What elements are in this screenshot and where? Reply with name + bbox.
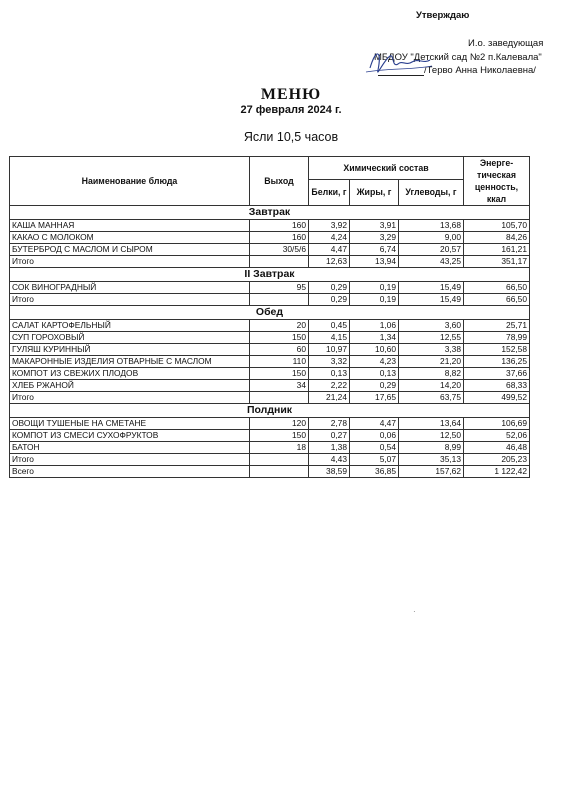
dish-energy: 152,58 bbox=[464, 344, 530, 356]
dish-name: БУТЕРБРОД С МАСЛОМ И СЫРОМ bbox=[10, 244, 250, 256]
dish-name: СОК ВИНОГРАДНЫЙ bbox=[10, 282, 250, 294]
table-row bbox=[10, 418, 530, 430]
table-row bbox=[10, 368, 530, 380]
dish-output bbox=[250, 392, 309, 404]
dish-fats: 13,94 bbox=[350, 256, 399, 268]
dish-fats: 0,54 bbox=[350, 442, 399, 454]
dish-fats: 0,19 bbox=[350, 294, 399, 306]
dish-proteins: 2,78 bbox=[309, 418, 350, 430]
dish-output bbox=[250, 454, 309, 466]
table-row bbox=[10, 282, 530, 294]
dish-proteins: 12,63 bbox=[309, 256, 350, 268]
dish-energy: 46,48 bbox=[464, 442, 530, 454]
dish-energy: 78,99 bbox=[464, 332, 530, 344]
approval-position: И.о. заведующая bbox=[468, 38, 544, 49]
dish-proteins: 38,59 bbox=[309, 466, 350, 478]
dish-output bbox=[250, 256, 309, 268]
dish-output: 18 bbox=[250, 442, 309, 454]
dish-proteins: 4,47 bbox=[309, 244, 350, 256]
handwritten-signature bbox=[340, 38, 435, 88]
section-title: II Завтрак bbox=[10, 268, 530, 282]
dish-name: ХЛЕБ РЖАНОЙ bbox=[10, 380, 250, 392]
table-row bbox=[10, 320, 530, 332]
header-output: Выход bbox=[250, 157, 309, 206]
dish-fats: 1,06 bbox=[350, 320, 399, 332]
dish-name: Итого bbox=[10, 256, 250, 268]
dish-proteins: 4,24 bbox=[309, 232, 350, 244]
dish-name: ГУЛЯШ КУРИННЫЙ bbox=[10, 344, 250, 356]
section-header bbox=[10, 404, 530, 418]
header-dish-name: Наименование блюда bbox=[10, 157, 250, 206]
header-carbs: Углеводы, г bbox=[399, 179, 464, 205]
dish-energy: 499,52 bbox=[464, 392, 530, 404]
section-title: Завтрак bbox=[10, 206, 530, 220]
dish-name: Всего bbox=[10, 466, 250, 478]
approval-title: Утверждаю bbox=[416, 10, 470, 21]
table-row bbox=[10, 256, 530, 268]
dish-output bbox=[250, 294, 309, 306]
header-fats: Жиры, г bbox=[350, 179, 399, 205]
dish-carbs: 63,75 bbox=[399, 392, 464, 404]
table-row bbox=[10, 466, 530, 478]
dish-fats: 0,13 bbox=[350, 368, 399, 380]
dish-output: 120 bbox=[250, 418, 309, 430]
dish-name: КОМПОТ ИЗ СВЕЖИХ ПЛОДОВ bbox=[10, 368, 250, 380]
dish-energy: 1 122,42 bbox=[464, 466, 530, 478]
menu-group: Ясли 10,5 часов bbox=[243, 130, 339, 144]
table-row bbox=[10, 442, 530, 454]
dish-fats: 0,19 bbox=[350, 282, 399, 294]
dish-carbs: 3,38 bbox=[399, 344, 464, 356]
dish-name: КАКАО С МОЛОКОМ bbox=[10, 232, 250, 244]
dish-name: ОВОЩИ ТУШЕНЫЕ НА СМЕТАНЕ bbox=[10, 418, 250, 430]
dish-proteins: 21,24 bbox=[309, 392, 350, 404]
scan-speck: · bbox=[413, 607, 416, 616]
dish-energy: 66,50 bbox=[464, 282, 530, 294]
dish-output: 160 bbox=[250, 220, 309, 232]
dish-energy: 205,23 bbox=[464, 454, 530, 466]
dish-name: САЛАТ КАРТОФЕЛЬНЫЙ bbox=[10, 320, 250, 332]
table-row bbox=[10, 380, 530, 392]
dish-carbs: 15,49 bbox=[399, 282, 464, 294]
dish-fats: 4,23 bbox=[350, 356, 399, 368]
table-row bbox=[10, 344, 530, 356]
dish-fats: 17,65 bbox=[350, 392, 399, 404]
menu-table-body bbox=[10, 206, 530, 478]
dish-proteins: 3,32 bbox=[309, 356, 350, 368]
table-row bbox=[10, 356, 530, 368]
dish-proteins: 10,97 bbox=[309, 344, 350, 356]
dish-proteins: 0,29 bbox=[309, 282, 350, 294]
dish-carbs: 12,55 bbox=[399, 332, 464, 344]
dish-fats: 6,74 bbox=[350, 244, 399, 256]
approval-organization: МБДОУ "Детский сад №2 п.Калевала" bbox=[374, 52, 542, 63]
dish-fats: 4,47 bbox=[350, 418, 399, 430]
dish-output: 110 bbox=[250, 356, 309, 368]
dish-carbs: 9,00 bbox=[399, 232, 464, 244]
dish-output: 60 bbox=[250, 344, 309, 356]
table-row bbox=[10, 430, 530, 442]
dish-output: 34 bbox=[250, 380, 309, 392]
dish-carbs: 13,68 bbox=[399, 220, 464, 232]
dish-energy: 105,70 bbox=[464, 220, 530, 232]
section-header bbox=[10, 306, 530, 320]
dish-name: СУП ГОРОХОВЫЙ bbox=[10, 332, 250, 344]
dish-energy: 68,33 bbox=[464, 380, 530, 392]
dish-energy: 161,21 bbox=[464, 244, 530, 256]
table-row bbox=[10, 294, 530, 306]
menu-date: 27 февраля 2024 г. bbox=[240, 104, 342, 116]
header-energy: Энерге-тическая ценность, ккал bbox=[464, 157, 530, 206]
dish-fats: 10,60 bbox=[350, 344, 399, 356]
menu-title: МЕНЮ bbox=[260, 86, 322, 103]
dish-fats: 5,07 bbox=[350, 454, 399, 466]
dish-proteins: 4,43 bbox=[309, 454, 350, 466]
dish-carbs: 15,49 bbox=[399, 294, 464, 306]
table-row bbox=[10, 232, 530, 244]
dish-energy: 136,25 bbox=[464, 356, 530, 368]
dish-energy: 25,71 bbox=[464, 320, 530, 332]
section-title: Обед bbox=[10, 306, 530, 320]
menu-table bbox=[9, 156, 530, 478]
dish-proteins: 4,15 bbox=[309, 332, 350, 344]
dish-proteins: 1,38 bbox=[309, 442, 350, 454]
dish-energy: 52,06 bbox=[464, 430, 530, 442]
dish-proteins: 0,29 bbox=[309, 294, 350, 306]
dish-carbs: 21,20 bbox=[399, 356, 464, 368]
dish-fats: 0,06 bbox=[350, 430, 399, 442]
dish-energy: 84,26 bbox=[464, 232, 530, 244]
dish-output: 30/5/6 bbox=[250, 244, 309, 256]
dish-energy: 351,17 bbox=[464, 256, 530, 268]
dish-name: КОМПОТ ИЗ СМЕСИ СУХОФРУКТОВ bbox=[10, 430, 250, 442]
table-row bbox=[10, 244, 530, 256]
dish-energy: 106,69 bbox=[464, 418, 530, 430]
dish-output: 150 bbox=[250, 368, 309, 380]
dish-proteins: 0,13 bbox=[309, 368, 350, 380]
dish-name: БАТОН bbox=[10, 442, 250, 454]
section-title: Полдник bbox=[10, 404, 530, 418]
dish-carbs: 12,50 bbox=[399, 430, 464, 442]
dish-carbs: 8,99 bbox=[399, 442, 464, 454]
dish-fats: 1,34 bbox=[350, 332, 399, 344]
dish-proteins: 0,27 bbox=[309, 430, 350, 442]
dish-energy: 66,50 bbox=[464, 294, 530, 306]
table-row bbox=[10, 332, 530, 344]
dish-fats: 3,91 bbox=[350, 220, 399, 232]
dish-carbs: 3,60 bbox=[399, 320, 464, 332]
dish-carbs: 157,62 bbox=[399, 466, 464, 478]
dish-name: МАКАРОННЫЕ ИЗДЕЛИЯ ОТВАРНЫЕ С МАСЛОМ bbox=[10, 356, 250, 368]
dish-carbs: 20,57 bbox=[399, 244, 464, 256]
dish-output: 150 bbox=[250, 430, 309, 442]
dish-proteins: 0,45 bbox=[309, 320, 350, 332]
dish-fats: 36,85 bbox=[350, 466, 399, 478]
dish-carbs: 14,20 bbox=[399, 380, 464, 392]
dish-name: Итого bbox=[10, 392, 250, 404]
dish-output bbox=[250, 466, 309, 478]
dish-output: 20 bbox=[250, 320, 309, 332]
table-row bbox=[10, 220, 530, 232]
dish-fats: 3,29 bbox=[350, 232, 399, 244]
dish-output: 150 bbox=[250, 332, 309, 344]
dish-carbs: 43,25 bbox=[399, 256, 464, 268]
table-row bbox=[10, 392, 530, 404]
approval-signer-name: /Терво Анна Николаевна/ bbox=[424, 65, 536, 76]
dish-proteins: 3,92 bbox=[309, 220, 350, 232]
dish-name: Итого bbox=[10, 454, 250, 466]
dish-carbs: 8,82 bbox=[399, 368, 464, 380]
section-header bbox=[10, 206, 530, 220]
dish-carbs: 35,13 bbox=[399, 454, 464, 466]
dish-energy: 37,66 bbox=[464, 368, 530, 380]
header-chemical-composition: Химический состав bbox=[309, 157, 464, 180]
section-header bbox=[10, 268, 530, 282]
header-proteins: Белки, г bbox=[309, 179, 350, 205]
table-row bbox=[10, 454, 530, 466]
dish-proteins: 2,22 bbox=[309, 380, 350, 392]
dish-output: 95 bbox=[250, 282, 309, 294]
dish-output: 160 bbox=[250, 232, 309, 244]
dish-name: Итого bbox=[10, 294, 250, 306]
dish-name: КАША МАННАЯ bbox=[10, 220, 250, 232]
dish-fats: 0,29 bbox=[350, 380, 399, 392]
dish-carbs: 13,64 bbox=[399, 418, 464, 430]
